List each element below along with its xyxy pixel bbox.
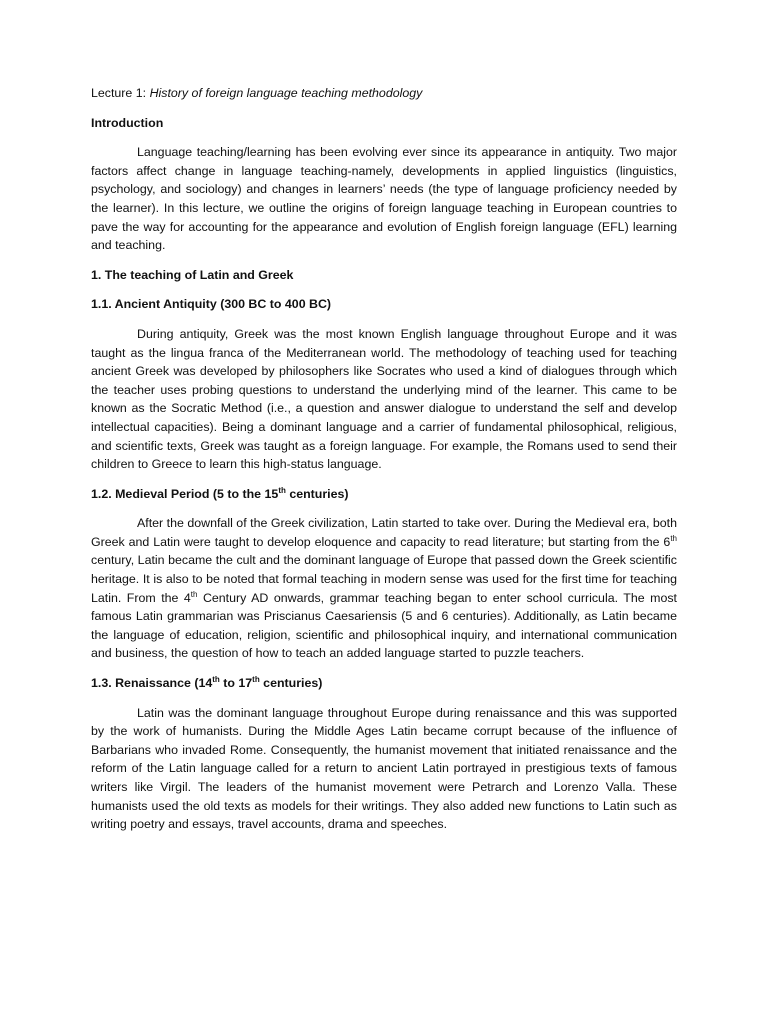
section-1-2-paragraph-part-b: century, Latin became the cult and the dominant language of Europe that passed down the Greek scientific heritage. It is also to be noted that formal teaching in modern sense was used for the first time for teaching Latin. From the 4	[91, 553, 677, 605]
introduction-paragraph: Language teaching/learning has been evolving ever since its appearance in antiquity. Two major factors affect change in language teaching-namely, developments in applied linguistics (linguistics, psychology, and sociology) and changes in learners’ needs (the type of language proficiency needed by the learner). In this lecture, we outline the origins of foreign language teaching in European countries to pave the way for accounting for the appearance and evolution of English foreign language (EFL) learning and teaching.	[91, 145, 677, 253]
section-1-3-heading-part-b: to 17	[219, 676, 253, 691]
section-1-3-heading	[91, 674, 677, 693]
section-1-1-paragraph: During antiquity, Greek was the most known English language throughout Europe and it was taught as the lingua franca of the Mediterranean world. The methodology of teaching used for teaching ancient Greek was developed by philosophers like Socrates who used a kind of dialogues through which the teacher uses probing questions to understand the underlying mind of the learner. This came to be known as the Socratic Method (i.e., a question and answer dialogue to understand the self and develop intellectual capacities). Being a dominant language and a carrier of fundamental philosophical, religious, and scientific texts, Greek was taught as a foreign language. For example, the Romans used to send their children to Greece to learn this high-status language.	[91, 326, 677, 472]
lecture-title-prefix: Lecture 1:	[91, 86, 150, 100]
lecture-title-italic: History of foreign language teaching methodology	[149, 86, 423, 100]
section-1-1-heading: 1.1. Ancient Antiquity (300 BC to 400 BC)	[91, 297, 332, 312]
section-1-3-paragraph: Latin was the dominant language throughout Europe during renaissance and this was supported by the work of humanists. During the Middle Ages Latin became corrupt because of the influence of Barbarians who invaded Rome. Consequently, the humanist movement that initiated renaissance and the reform of the Latin language called for a return to ancient Latin portrayed in prestigious texts of famous writers like Virgil. The leaders of the humanist movement were Petrarch and Lorenzo Valla. These humanists used the old texts as models for their writings. They also added new functions to Latin such as writing poetry and essays, travel accounts, drama and speeches.	[91, 705, 677, 832]
section-1-heading: 1. The teaching of Latin and Greek	[91, 267, 294, 282]
document-body	[91, 84, 677, 845]
section-1-3-heading-part-c: centuries)	[259, 676, 323, 691]
section-1-2-paragraph-part-a: After the downfall of the Greek civilization, Latin started to take over. During the Medieval era, both Greek and Latin were taught to develop eloquence and capacity to read literature; but starting from the 6	[91, 516, 677, 549]
section-1-3-heading-sup-1: th	[212, 675, 220, 685]
section-1-2-paragraph-part-c: Century AD onwards, grammar teaching began to enter school curricula. The most famous Latin grammarian was Priscianus Caesariensis (5 and 6 centuries). Additionally, as Latin became the language of education, religion, scientific and philosophical inquiry, and international communication and business, the question of how to teach an added language started to puzzle teachers.	[91, 590, 677, 661]
section-1-2-paragraph-sup-2: th	[190, 589, 198, 599]
section-1-2-heading	[91, 485, 677, 504]
lecture-title	[91, 84, 677, 103]
section-1-2-paragraph-sup-1: th	[670, 533, 677, 543]
section-1-2-heading-part-a: 1.2. Medieval Period (5 to the 15	[91, 486, 279, 501]
section-1-2-heading-sup: th	[278, 485, 286, 495]
section-1-2-paragraph	[91, 514, 677, 663]
section-1-3-heading-sup-2: th	[252, 675, 260, 685]
section-1-3-heading-part-a: 1.3. Renaissance (14	[91, 676, 213, 691]
section-1-2-heading-part-b: centuries)	[285, 486, 349, 501]
introduction-heading: Introduction	[91, 115, 164, 130]
